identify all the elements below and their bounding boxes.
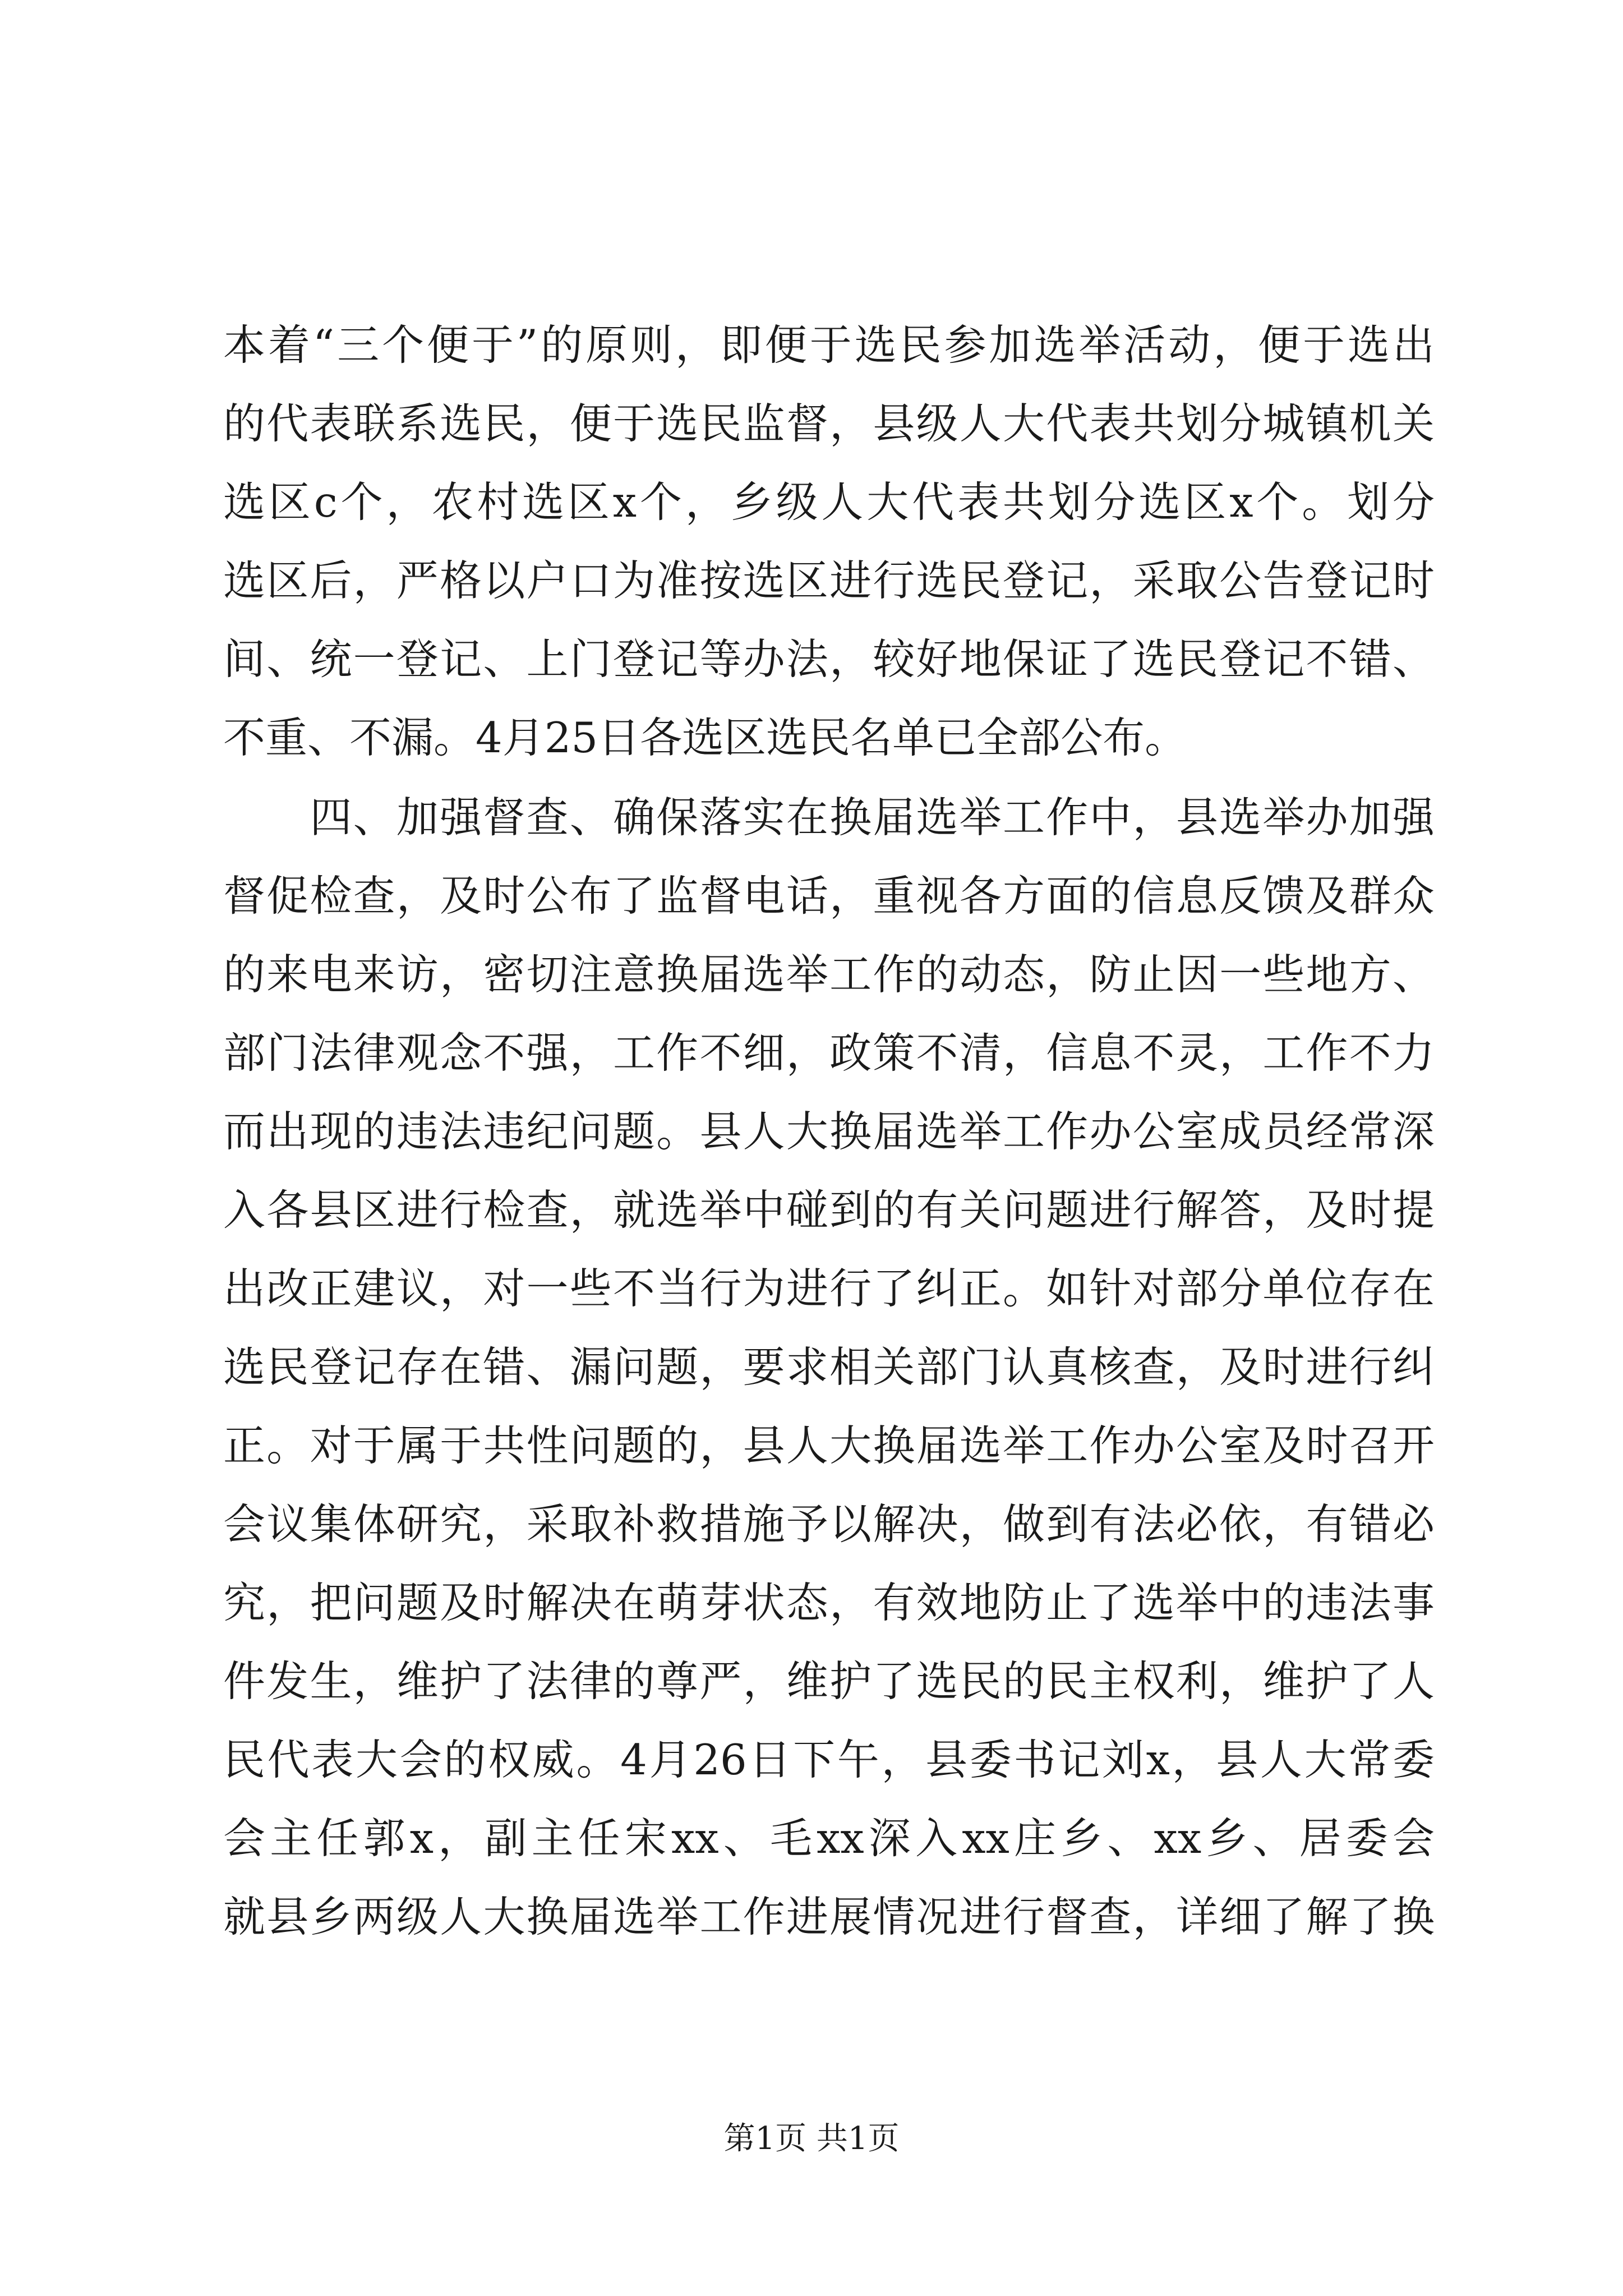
paragraph-1: [223, 306, 1435, 777]
text-line: 会主任郭x，副主任宋xx、毛xx深入xx庄乡、xx乡、居委会: [223, 1814, 1435, 1863]
paragraph-2: [223, 778, 1435, 1956]
text-line: 就县乡两级人大换届选举工作进展情况进行督查，详细了解了换: [223, 1892, 1435, 1941]
text-line: 件发生，维护了法律的尊严，维护了选民的民主权利，维护了人: [223, 1657, 1435, 1706]
text-line: 出改正建议，对一些不当行为进行了纠正。如针对部分单位存在: [223, 1264, 1435, 1313]
text-line: 而出现的违法违纪问题。县人大换届选举工作办公室成员经常深: [223, 1107, 1435, 1156]
text-line: 不重、不漏。4月25日各选区选民名单已全部公布。: [223, 713, 1187, 762]
text-line: 正。对于属于共性问题的，县人大换届选举工作办公室及时召开: [223, 1421, 1435, 1470]
text-line: 究，把问题及时解决在萌芽状态，有效地防止了选举中的违法事: [223, 1578, 1435, 1627]
text-line: 选区后，严格以户口为准按选区进行选民登记，采取公告登记时: [223, 556, 1435, 605]
text-line: 的代表联系选民，便于选民监督，县级人大代表共划分城镇机关: [223, 399, 1435, 448]
text-line: 入各县区进行检查，就选举中碰到的有关问题进行解答，及时提: [223, 1185, 1435, 1235]
text-line: 督促检查，及时公布了监督电话，重视各方面的信息反馈及群众: [223, 871, 1435, 921]
page-number-label: 第1页 共1页: [723, 2120, 900, 2157]
text-line: 本着“三个便于”的原则，即便于选民参加选举活动，便于选出: [223, 320, 1435, 370]
text-line: 选民登记存在错、漏问题，要求相关部门认真核查，及时进行纠: [223, 1342, 1435, 1392]
text-line: 间、统一登记、上门登记等办法，较好地保证了选民登记不错、: [223, 634, 1435, 684]
text-line: 部门法律观念不强，工作不细，政策不清，信息不灵，工作不力: [223, 1028, 1435, 1078]
page-footer: [0, 2114, 1623, 2159]
text-line: 选区c个，农村选区x个，乡级人大代表共划分选区x个。划分: [223, 477, 1435, 527]
text-line: 会议集体研究，采取补救措施予以解决，做到有法必依，有错必: [223, 1499, 1435, 1549]
text-line: 民代表大会的权威。4月26日下午，县委书记刘x，县人大常委: [223, 1735, 1435, 1784]
text-line: 的来电来访，密切注意换届选举工作的动态，防止因一些地方、: [223, 950, 1435, 999]
text-line: 四、加强督查、确保落实在换届选举工作中，县选举办加强: [223, 793, 1435, 842]
